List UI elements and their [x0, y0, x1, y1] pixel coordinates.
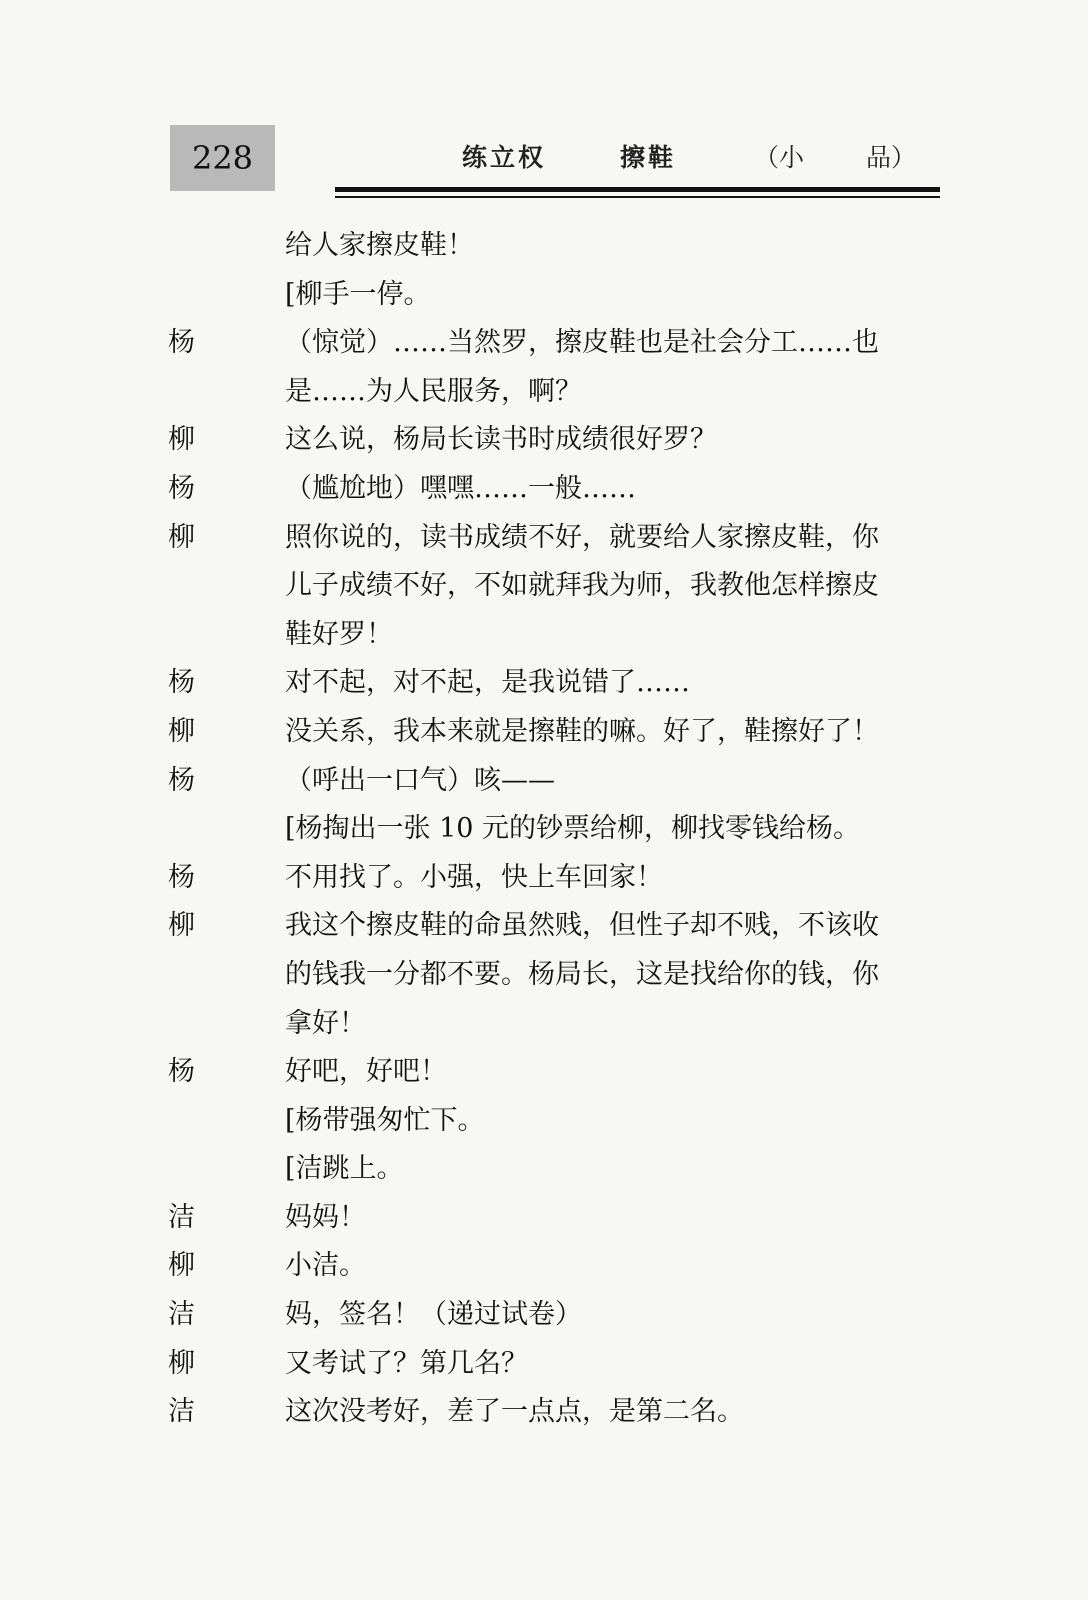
dialogue-line — [168, 1340, 943, 1389]
dialogue-text: 又考试了？第几名？ — [285, 1347, 528, 1379]
dialogue-text: （尴尬地）嘿嘿……一般…… — [285, 472, 636, 504]
dialogue-line — [168, 222, 943, 271]
dialogue-text: 好吧，好吧！ — [285, 1056, 447, 1088]
page-number: 228 — [191, 139, 254, 177]
header-rule-thick — [335, 187, 940, 192]
speaker-name: 柳 — [168, 521, 195, 553]
dialogue-text: 是……为人民服务，啊？ — [285, 375, 582, 407]
speaker-name — [168, 1000, 285, 1049]
dialogue-line — [168, 1048, 943, 1097]
dialogue-text: 这次没考好，差了一点点，是第二名。 — [285, 1396, 744, 1428]
dialogue-line — [168, 1388, 943, 1437]
speaker-name: 洁 — [168, 1396, 195, 1428]
speaker-name: 柳 — [168, 715, 195, 747]
speaker-name: 杨 — [168, 327, 195, 359]
speaker-name — [168, 562, 285, 611]
dialogue-text: （呼出一口气）咳—— — [285, 764, 555, 796]
dialogue-line — [168, 757, 943, 806]
header-genre — [754, 138, 916, 174]
speaker-name — [168, 611, 285, 660]
page-number-box — [170, 125, 275, 191]
speaker-name — [168, 368, 285, 417]
dialogue-text: 儿子成绩不好，不如就拜我为师，我教他怎样擦皮 — [285, 570, 879, 602]
speaker-name — [168, 805, 285, 854]
script-body — [168, 222, 943, 1437]
speaker-name — [168, 951, 285, 1000]
dialogue-text: [杨掏出一张 10 元的钞票给柳，柳找零钱给杨。 — [285, 813, 861, 845]
dialogue-text: 小洁。 — [285, 1250, 366, 1282]
speaker-name: 杨 — [168, 1056, 195, 1088]
dialogue-text: 照你说的，读书成绩不好，就要给人家擦皮鞋，你 — [285, 521, 879, 553]
speaker-name: 杨 — [168, 861, 195, 893]
speaker-name: 柳 — [168, 1347, 195, 1379]
dialogue-line — [168, 465, 943, 514]
speaker-name: 杨 — [168, 472, 195, 504]
header-author: 练立权 — [462, 143, 547, 172]
dialogue-text: [柳手一停。 — [285, 278, 431, 310]
dialogue-text: [洁跳上。 — [285, 1153, 404, 1185]
speaker-name: 洁 — [168, 1201, 195, 1233]
header-genre-open: （小 — [754, 143, 805, 172]
dialogue-line — [168, 368, 943, 417]
speaker-name — [168, 222, 285, 271]
dialogue-line — [168, 562, 943, 611]
dialogue-line — [168, 708, 943, 757]
dialogue-line — [168, 902, 943, 951]
dialogue-text: （惊觉）……当然罗，擦皮鞋也是社会分工……也 — [285, 327, 879, 359]
dialogue-line — [168, 1097, 943, 1146]
dialogue-line — [168, 319, 943, 368]
dialogue-text: 对不起，对不起，是我说错了…… — [285, 667, 690, 699]
dialogue-line — [168, 659, 943, 708]
speaker-name — [168, 1097, 285, 1146]
dialogue-line — [168, 1000, 943, 1049]
speaker-name: 杨 — [168, 667, 195, 699]
dialogue-text: 我这个擦皮鞋的命虽然贱，但性子却不贱，不该收 — [285, 910, 879, 942]
dialogue-text: 不用找了。小强，快上车回家！ — [285, 861, 663, 893]
speaker-name — [168, 1145, 285, 1194]
dialogue-line — [168, 951, 943, 1000]
header-title: 擦鞋 — [620, 143, 677, 172]
dialogue-text: 的钱我一分都不要。杨局长，这是找给你的钱，你 — [285, 958, 879, 990]
dialogue-text: 没关系，我本来就是擦鞋的嘛。好了，鞋擦好了！ — [285, 715, 879, 747]
header-genre-close: 品） — [866, 143, 917, 172]
dialogue-line — [168, 805, 943, 854]
dialogue-line — [168, 1145, 943, 1194]
speaker-name: 洁 — [168, 1299, 195, 1331]
speaker-name: 柳 — [168, 424, 195, 456]
dialogue-text: 给人家擦皮鞋！ — [285, 230, 474, 261]
dialogue-line — [168, 514, 943, 563]
dialogue-line — [168, 416, 943, 465]
speaker-name: 柳 — [168, 910, 195, 942]
dialogue-line — [168, 1291, 943, 1340]
header-rule-thin — [335, 196, 940, 198]
dialogue-text: 妈妈！ — [285, 1201, 366, 1233]
dialogue-line — [168, 1242, 943, 1291]
dialogue-text: [杨带强匆忙下。 — [285, 1104, 485, 1136]
speaker-name — [168, 271, 285, 320]
dialogue-line — [168, 611, 943, 660]
dialogue-text: 鞋好罗！ — [285, 618, 393, 650]
speaker-name: 杨 — [168, 764, 195, 796]
dialogue-line — [168, 1194, 943, 1243]
dialogue-text: 妈，签名！（递过试卷） — [285, 1299, 582, 1331]
dialogue-line — [168, 854, 943, 903]
dialogue-text: 拿好！ — [285, 1007, 366, 1039]
dialogue-line — [168, 271, 943, 320]
speaker-name: 柳 — [168, 1250, 195, 1282]
dialogue-text: 这么说，杨局长读书时成绩很好罗？ — [285, 424, 717, 456]
